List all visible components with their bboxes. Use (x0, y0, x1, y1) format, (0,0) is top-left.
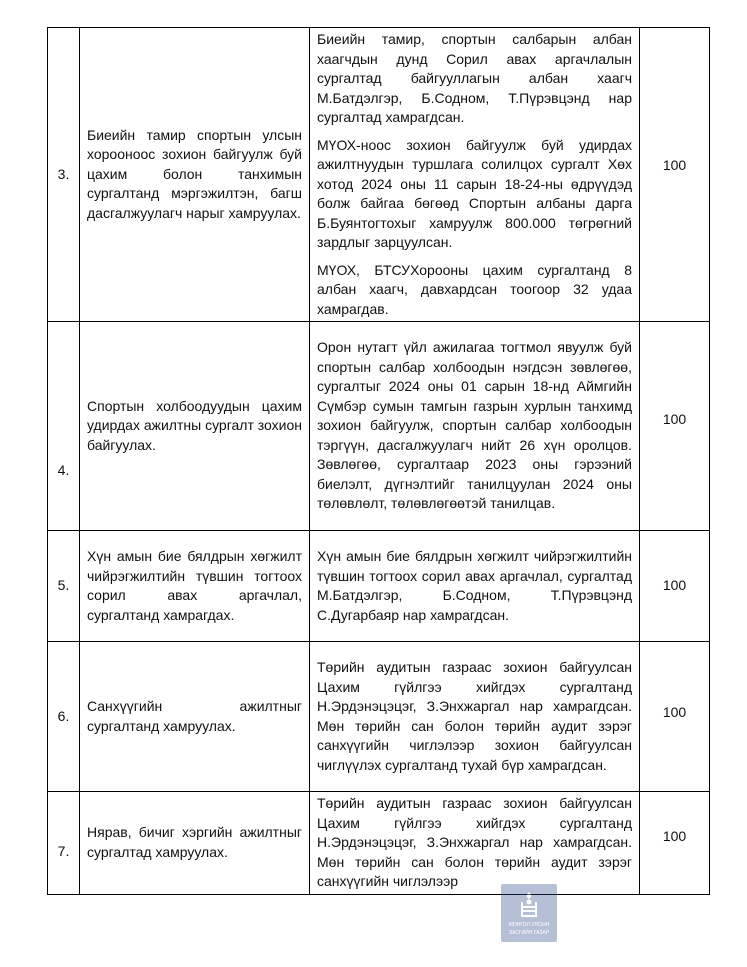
result-cell (310, 642, 640, 792)
result-paragraph: Орон нутагт үйл ажилагаа тогтмол явуулж буй спортын салбар холбоодын нэгдсэн зөвлөгөө, сургалтыг 2024 оны 01 сарын 18-нд Аймгийн Сүмбэр сумын тамгын газрын хурлын танхимд зохион байгуулж, спортын салбар холбоодын тэргүүн, дасгалжуулагч нийт 26 хүн оролцов. Зөвлөгөө, сургалтаар 2023 оны гэрээний биелэлт, дүгнэлтийг танилцуулан 2024 оны төлөвлөлт, төлөвлөгөөтэй танилцав. (317, 339, 632, 512)
result-cell (310, 792, 640, 895)
soyombo-emblem-icon (518, 890, 540, 920)
table-row (48, 28, 710, 322)
result-paragraph: Хүн амын бие бялдрын хөгжилт чийрэгжилтийн түвшин тогтоох сорил авах аргачлал, сургалтад М.Батдэлгэр, Б.Содном, Т.Пүрэвцэнд С.Дугарбаяр нар хамрагдсан. (317, 548, 632, 623)
score-cell: 100 (640, 642, 710, 792)
task-cell: Нярав, бичиг хэргийн ажилтныг сургалтад хамруулах. (80, 792, 310, 895)
score-cell: 100 (640, 531, 710, 642)
task-cell: Биеийн тамир спортын улсын хорооноос зохион байгуулж буй цахим болон танхимын сургалтанд мэргэжилтэн, багш дасгалжуулагч нарыг хамруулах. (80, 28, 310, 322)
row-number: 7. (48, 792, 80, 895)
result-paragraph: Төрийн аудитын газраас зохион байгуулсан Цахим гүйлгээ хийгдэх сургалтанд Н.Эрдэнэцэцэг, З.Энхжаргал нар хамрагдсан. Мөн төрийн сан болон төрийн аудит зэрэг санхүүгийн чиглэлээр (317, 795, 632, 889)
score-cell: 100 (640, 792, 710, 895)
task-cell: Спортын холбоодуудын цахим удирдах ажилтны сургалт зохион байгуулах. (80, 322, 310, 531)
logo-text-line: МОНГОЛ УЛСЫН (508, 922, 550, 928)
score-cell: 100 (640, 322, 710, 531)
report-table (47, 27, 710, 895)
row-number: 5. (48, 531, 80, 642)
table-row (48, 322, 710, 531)
government-logo (501, 884, 557, 942)
table-row (48, 642, 710, 792)
result-paragraph: Төрийн аудитын газраас зохион байгуулсан Цахим гүйлгээ хийгдэх сургалтанд Н.Эрдэнэцэцэг, З.Энхжаргал нар хамрагдсан. Мөн төрийн сан болон төрийн аудит зэрэг санхүүгийн чиглэлээр зохион байгуулсан чиглүүлэх сургалтанд тухай бүр хамрагдсан. (317, 659, 632, 773)
task-cell: Санхүүгийн ажилтныг сургалтанд хамруулах. (80, 642, 310, 792)
row-number: 4. (48, 322, 80, 531)
row-number: 3. (48, 28, 80, 322)
table-row (48, 792, 710, 895)
logo-text-line: ЗАСГИЙН ГАЗАР (508, 930, 550, 936)
table-row (48, 531, 710, 642)
row-number: 6. (48, 642, 80, 792)
result-paragraph: МҮОХ, БТСУХорооны цахим сургалтанд 8 албан хаагч, давхардсан тоогоор 32 удаа хамрагдав. (317, 261, 632, 317)
task-cell: Хүн амын бие бялдрын хөгжилт чийрэгжилтийн түвшин тогтоох сорил авах аргачлал, сургалтанд хамрагдах. (80, 531, 310, 642)
result-cell (310, 322, 640, 531)
result-cell (310, 531, 640, 642)
score-cell: 100 (640, 28, 710, 322)
result-cell (310, 28, 640, 322)
result-paragraph: МҮОХ-ноос зохион байгуулж буй удирдах ажилтнуудын туршлага солилцох сургалт Хөх хотод 2024 оны 11 сарын 18-24-ны өдрүүдэд болж байгаа бөгөөд Спортын албаны дарга Б.Буянтогтохыг хамруулж 800.000 төгрөгний зардлыг зарцуулсан. (317, 136, 632, 250)
result-paragraph: Биеийн тамир, спортын салбарын албан хаагчдын дунд Сорил авах аргачлалын сургалтад байгууллагын албан хаагч М.Батдэлгэр, Б.Содном, Т.Пүрэвцэнд нар сургалтад хамрагдсан. (317, 31, 632, 125)
